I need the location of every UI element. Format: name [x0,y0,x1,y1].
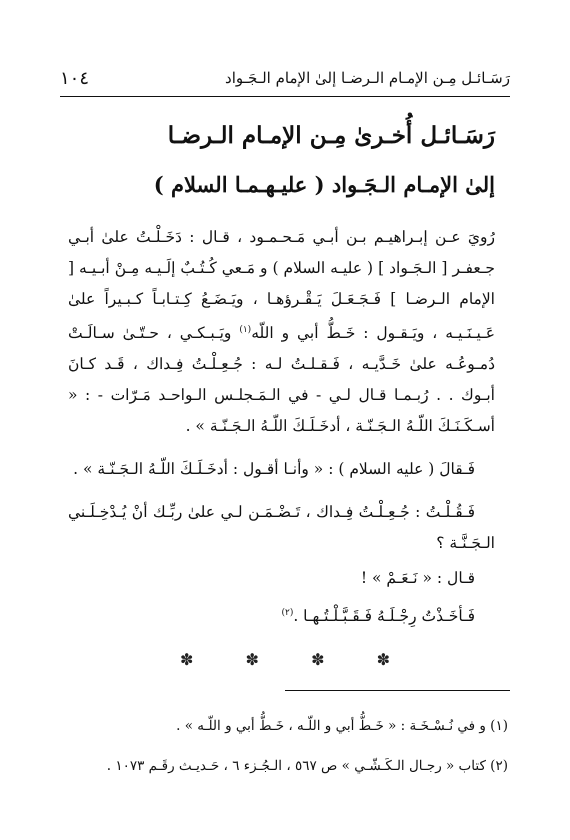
paragraph-1-text: رُويَ عـن إبـراهيـم بـن أبـي مَـحـمـود ، قـال : دَخَـلْـتُ علىٰ أبـي جـعفـر [ الـجَـواد ] ( عليـه السلام ) و مَـعي كُـتُـبٌ إلَـيـه مِـنْ أبـيـه [ الإمام الـرضـا ] فَـجَـعَـلَ يَـقْـرؤهـا ، ويَـضَـعُ كِـتـابـاً كـبـيراً علىٰ عَـيـنَـيـه ، ويَـقـول : خَـطُّ أبي و اللّه [68,228,495,343]
footnote-rule [285,690,510,691]
paragraph-1 [68,222,495,442]
paragraph-5-text: فَـأخَـذْتُ رِجْـلَـهُ فَـقَـبَّـلْـتُـهـا . [293,607,475,626]
paragraph-5 [68,598,495,632]
paragraph-2: فَـقالَ ( عليه السلام ) : « وأنـا أقـول : أدخَـلَـكَ اللّـهُ الـجَـنّـة » . [73,460,475,479]
chapter-title: رَسَـائـل أُخـرىٰ مِـن الإمـام الـرضـا [167,122,495,149]
running-title: رَسَـائـل مِـن الإمـام الـرضـا إلىٰ الإمام الـجَـواد [225,69,510,87]
ornament-asterism-icon: ✽ [376,650,390,669]
footnote-1: (١) و في نُـسْـخَـة : « خَـطُّ أبي و اللّـه ، خَـطُّ أبي و اللّـه » . [176,718,508,734]
header-rule [60,96,510,97]
main-text [68,222,495,632]
page-number: ١٠٤ [60,67,90,89]
chapter-subtitle: إلىٰ الإمـام الـجَـواد ( عليـهـمـا السلام ) [153,172,495,197]
paragraph-1-continued: ويَـبـكـي ، حـتّـىٰ سـالَـتْ دُمـوعُـه علىٰ خَـدَّيـه ، فَـقـلـتُ لـه : جُـعِـلْـتُ فِـداك ، قَـد كـانَ أبـوك . . رُبـمـا قـال لـي - في الـمَـجلـس الـواحـد مَـرّات - : « أسـكَـنَـكَ اللّـهُ الـجَـنّـة ، أدخَـلَـكَ اللّـهُ الـجَـنّـة » . [68,324,495,436]
ornament-asterism-icon: ✽ [180,650,194,669]
footnotes [64,706,508,786]
paragraph-3: فَـقُـلْـتُ : جُـعِـلْـتُ فِـداك ، تَـضْـمَـن لـي علىٰ ربِّـك أنْ يُـدْخِـلَـني الـجَـنَّـة ؟ [68,503,495,553]
paragraph-4: قـال : « نَـعَـمْ » ! [360,569,475,588]
footnote-ref-2: (٢) [281,608,294,619]
running-header [60,64,510,92]
section-ornaments [180,650,390,669]
ornament-asterism-icon: ✽ [245,650,259,669]
footnote-2: (٢) كتاب « رجـال الـكَـشّـي » ص ٥٦٧ ، الـجُـزء ٦ ، حَـديـث رقَـم ١٠٧٣ . [106,758,508,774]
footnote-ref-1: (١) [239,325,252,335]
ornament-asterism-icon: ✽ [311,650,325,669]
